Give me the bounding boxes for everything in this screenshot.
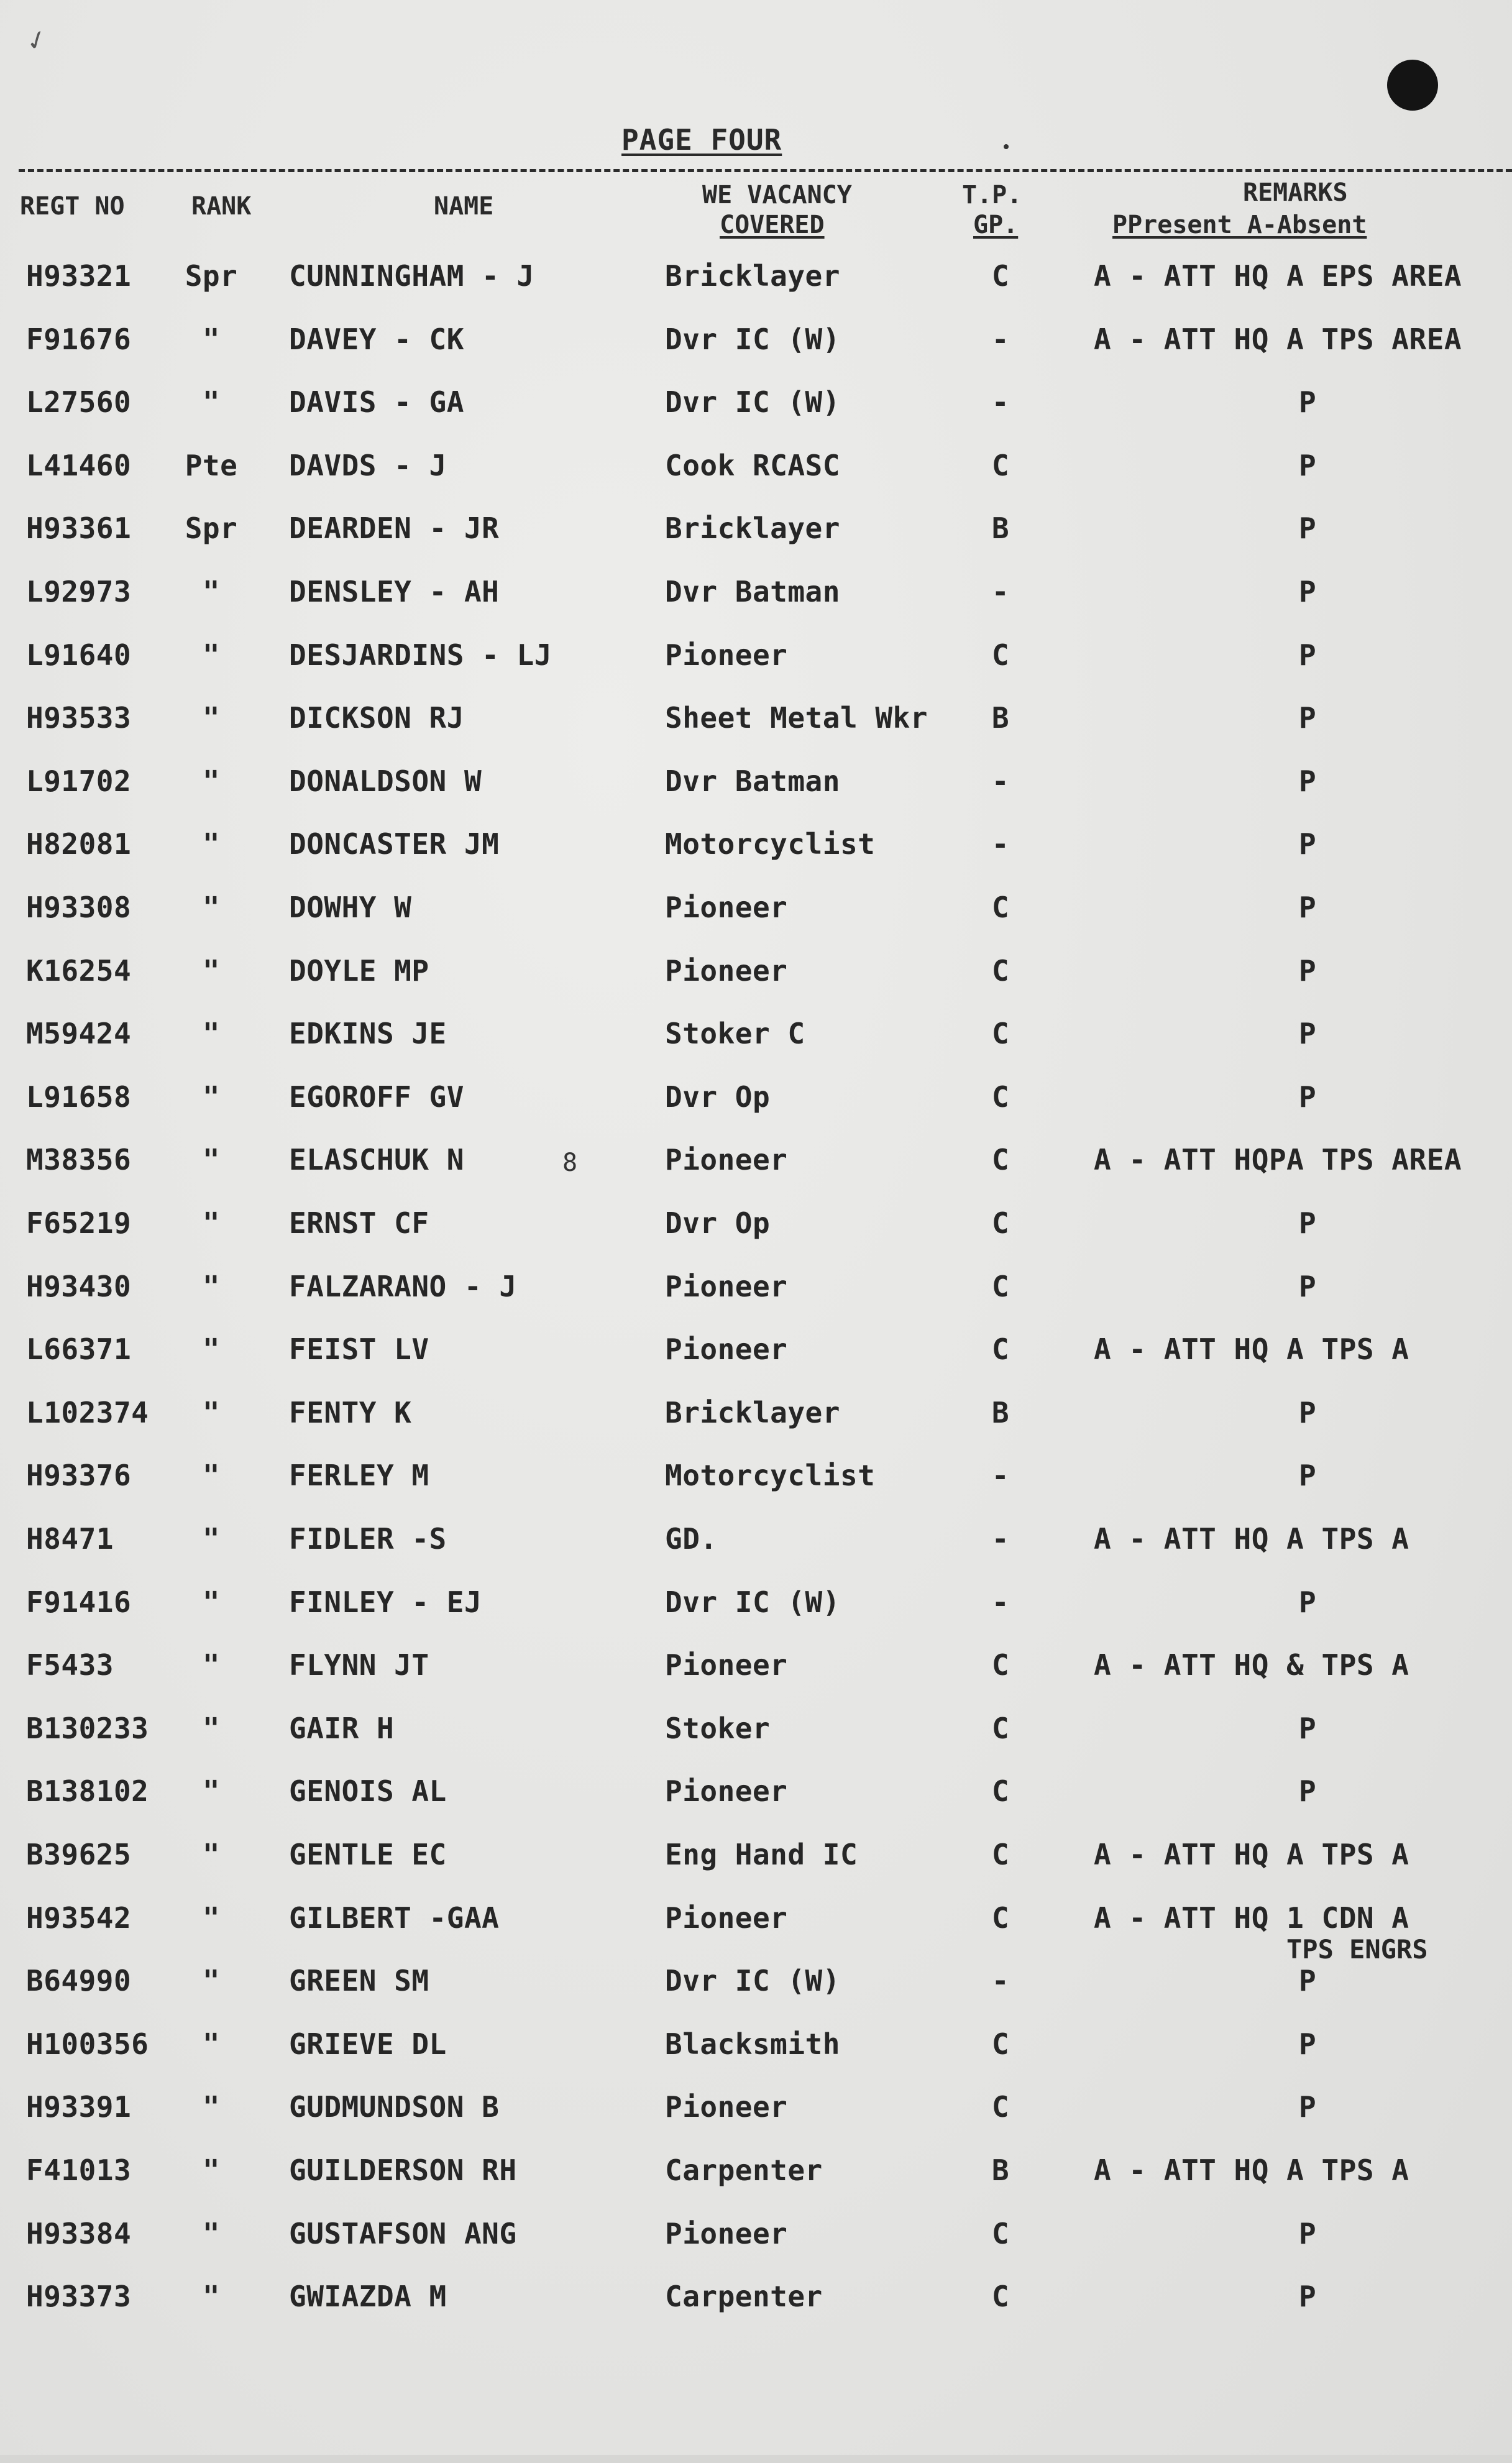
- table-row: [0, 1584, 1512, 1621]
- tp-group-cell: C: [991, 1774, 1010, 1808]
- vacancy-cell: Pioneer: [665, 1143, 788, 1176]
- remarks-cell: P: [1299, 701, 1317, 735]
- tp-group-cell: -: [991, 1585, 1010, 1619]
- rank-cell: Pte: [185, 449, 238, 482]
- header-name: NAME: [434, 192, 494, 221]
- rank-cell: ": [202, 1901, 221, 1935]
- table-row: [0, 1394, 1512, 1431]
- tp-group-cell: -: [991, 1459, 1010, 1492]
- name-cell: CUNNINGHAM - J: [289, 259, 534, 293]
- regt-no-cell: B64990: [26, 1964, 132, 1997]
- tp-group-cell: B: [991, 511, 1010, 545]
- table-row: [0, 321, 1512, 358]
- tp-group-cell: C: [991, 2090, 1010, 2124]
- table-row: [0, 952, 1512, 989]
- remarks-cell: P: [1299, 1270, 1317, 1303]
- vacancy-cell: Cook RCASC: [665, 449, 840, 482]
- table-row: [0, 383, 1512, 421]
- remarks-cell: A - ATT HQ & TPS A: [1094, 1648, 1409, 1682]
- table-row: [0, 1141, 1512, 1178]
- vacancy-cell: Motorcyclist: [665, 1459, 876, 1492]
- remarks-subline: TPS ENGRS: [1286, 1934, 1428, 1965]
- regt-no-cell: F65219: [26, 1206, 132, 1240]
- tp-group-cell: B: [991, 701, 1010, 735]
- rank-cell: ": [202, 827, 221, 861]
- header-vacancy-line1: WE VACANCY: [702, 181, 852, 209]
- rank-cell: ": [202, 1838, 221, 1871]
- regt-no-cell: H93542: [26, 1901, 132, 1935]
- table-row: [0, 1268, 1512, 1305]
- vacancy-cell: Pioneer: [665, 638, 788, 672]
- rank-cell: ": [202, 638, 221, 672]
- punch-hole: [1387, 60, 1438, 111]
- tp-group-cell: C: [991, 449, 1010, 482]
- name-cell: GWIAZDA M: [289, 2280, 447, 2313]
- remarks-cell: A - ATT HQ A TPS A: [1094, 1332, 1409, 1366]
- remarks-cell: A - ATT HQ A EPS AREA: [1094, 259, 1462, 293]
- regt-no-cell: H93391: [26, 2090, 132, 2124]
- remarks-cell: P: [1299, 1964, 1317, 1997]
- rank-cell: ": [202, 1648, 221, 1682]
- vacancy-cell: Dvr IC (W): [665, 385, 840, 419]
- remarks-cell: A - ATT HQPA TPS AREA: [1094, 1143, 1462, 1176]
- tp-group-cell: C: [991, 1270, 1010, 1303]
- rank-cell: Spr: [185, 259, 238, 293]
- tp-group-cell: C: [991, 1838, 1010, 1871]
- table-row: [0, 1015, 1512, 1052]
- stray-mark: 8: [562, 1149, 578, 1177]
- regt-no-cell: H93321: [26, 259, 132, 293]
- vacancy-cell: Eng Hand IC: [665, 1838, 858, 1871]
- remarks-cell: P: [1299, 827, 1317, 861]
- tp-group-cell: -: [991, 1522, 1010, 1556]
- rank-cell: ": [202, 1270, 221, 1303]
- table-row: [0, 1646, 1512, 1684]
- name-cell: GUILDERSON RH: [289, 2153, 517, 2187]
- rank-cell: ": [202, 385, 221, 419]
- rank-cell: ": [202, 1206, 221, 1240]
- regt-no-cell: B138102: [26, 1774, 149, 1808]
- table-row: [0, 2088, 1512, 2126]
- name-cell: DESJARDINS - LJ: [289, 638, 552, 672]
- remarks-cell: P: [1299, 2090, 1317, 2124]
- vacancy-cell: Blacksmith: [665, 2027, 840, 2061]
- remarks-cell: A - ATT HQ A TPS AREA: [1094, 323, 1462, 356]
- regt-no-cell: H8471: [26, 1522, 114, 1556]
- tp-group-cell: C: [991, 2280, 1010, 2313]
- name-cell: DEARDEN - JR: [289, 511, 500, 545]
- name-cell: FERLEY M: [289, 1459, 429, 1492]
- page-edge: [0, 2455, 1512, 2463]
- name-cell: DAVEY - CK: [289, 323, 464, 356]
- name-cell: GILBERT -GAA: [289, 1901, 500, 1935]
- tp-group-cell: C: [991, 1080, 1010, 1114]
- table-row: [0, 825, 1512, 863]
- regt-no-cell: H100356: [26, 2027, 149, 2061]
- table-row: [0, 1899, 1512, 1965]
- vacancy-cell: Pioneer: [665, 891, 788, 924]
- rank-cell: ": [202, 2153, 221, 2187]
- tp-group-cell: C: [991, 1206, 1010, 1240]
- tp-group-cell: -: [991, 323, 1010, 356]
- remarks-cell: P: [1299, 575, 1317, 608]
- rank-cell: ": [202, 1712, 221, 1745]
- rank-cell: ": [202, 1080, 221, 1114]
- vacancy-cell: Stoker C: [665, 1017, 805, 1050]
- vacancy-cell: Bricklayer: [665, 1396, 840, 1429]
- vacancy-cell: Carpenter: [665, 2280, 823, 2313]
- name-cell: GUSTAFSON ANG: [289, 2217, 517, 2250]
- remarks-cell: A - ATT HQ A TPS A: [1094, 2153, 1409, 2187]
- name-cell: FENTY K: [289, 1396, 412, 1429]
- vacancy-cell: Pioneer: [665, 954, 788, 988]
- name-cell: DENSLEY - AH: [289, 575, 500, 608]
- rank-cell: ": [202, 891, 221, 924]
- header-vacancy-line2: COVERED: [720, 211, 825, 239]
- regt-no-cell: F91676: [26, 323, 132, 356]
- regt-no-cell: B130233: [26, 1712, 149, 1745]
- remarks-cell: A - ATT HQ 1 CDN A: [1094, 1901, 1409, 1935]
- vacancy-cell: Dvr IC (W): [665, 1585, 840, 1619]
- regt-no-cell: L66371: [26, 1332, 132, 1366]
- remarks-cell: P: [1299, 2217, 1317, 2250]
- check-mark-icon: ✓: [22, 20, 51, 60]
- tp-group-cell: C: [991, 1648, 1010, 1682]
- table-row: [0, 1204, 1512, 1242]
- page-title: PAGE FOUR: [621, 123, 782, 157]
- table-row: [0, 889, 1512, 926]
- vacancy-cell: Motorcyclist: [665, 827, 876, 861]
- remarks-cell: P: [1299, 638, 1317, 672]
- vacancy-cell: Pioneer: [665, 1901, 788, 1935]
- name-cell: DONALDSON W: [289, 764, 482, 798]
- regt-no-cell: F41013: [26, 2153, 132, 2187]
- table-row: [0, 1773, 1512, 1810]
- tp-group-cell: -: [991, 764, 1010, 798]
- name-cell: EGOROFF GV: [289, 1080, 464, 1114]
- name-cell: DAVIS - GA: [289, 385, 464, 419]
- name-cell: DICKSON RJ: [289, 701, 464, 735]
- tp-group-cell: -: [991, 385, 1010, 419]
- table-row: [0, 1520, 1512, 1557]
- tp-group-cell: C: [991, 2027, 1010, 2061]
- vacancy-cell: GD.: [665, 1522, 718, 1556]
- vacancy-cell: Bricklayer: [665, 259, 840, 293]
- tp-group-cell: C: [991, 954, 1010, 988]
- regt-no-cell: K16254: [26, 954, 132, 988]
- tp-group-cell: C: [991, 638, 1010, 672]
- name-cell: DOWHY W: [289, 891, 412, 924]
- regt-no-cell: M38356: [26, 1143, 132, 1176]
- tp-group-cell: C: [991, 2217, 1010, 2250]
- regt-no-cell: H93373: [26, 2280, 132, 2313]
- table-row: [0, 257, 1512, 295]
- tp-group-cell: -: [991, 1964, 1010, 1997]
- remarks-cell: P: [1299, 449, 1317, 482]
- remarks-cell: P: [1299, 511, 1317, 545]
- rank-cell: ": [202, 1332, 221, 1366]
- regt-no-cell: H93361: [26, 511, 132, 545]
- rank-cell: ": [202, 1522, 221, 1556]
- name-cell: DOYLE MP: [289, 954, 429, 988]
- tp-group-cell: C: [991, 1332, 1010, 1366]
- name-cell: GENOIS AL: [289, 1774, 447, 1808]
- vacancy-cell: Pioneer: [665, 2090, 788, 2124]
- vacancy-cell: Pioneer: [665, 2217, 788, 2250]
- table-row: [0, 1078, 1512, 1116]
- table-row: [0, 1457, 1512, 1494]
- regt-no-cell: H82081: [26, 827, 132, 861]
- vacancy-cell: Dvr IC (W): [665, 1964, 840, 1997]
- table-row: [0, 1710, 1512, 1747]
- name-cell: ERNST CF: [289, 1206, 429, 1240]
- table-row: [0, 1331, 1512, 1368]
- rank-cell: ": [202, 1396, 221, 1429]
- remarks-cell: P: [1299, 1017, 1317, 1050]
- regt-no-cell: L92973: [26, 575, 132, 608]
- name-cell: FALZARANO - J: [289, 1270, 517, 1303]
- vacancy-cell: Pioneer: [665, 1648, 788, 1682]
- rank-cell: ": [202, 2090, 221, 2124]
- table-row: [0, 2278, 1512, 2315]
- regt-no-cell: H93308: [26, 891, 132, 924]
- header-dashed-rule: [19, 169, 1512, 172]
- remarks-cell: P: [1299, 891, 1317, 924]
- regt-no-cell: L91640: [26, 638, 132, 672]
- remarks-cell: A - ATT HQ A TPS A: [1094, 1838, 1409, 1871]
- header-remarks-line1: REMARKS: [1243, 178, 1348, 207]
- regt-no-cell: L27560: [26, 385, 132, 419]
- vacancy-cell: Bricklayer: [665, 511, 840, 545]
- remarks-cell: P: [1299, 385, 1317, 419]
- regt-no-cell: H93533: [26, 701, 132, 735]
- header-tp-line1: T.P.: [962, 181, 1022, 209]
- regt-no-cell: M59424: [26, 1017, 132, 1050]
- regt-no-cell: L91658: [26, 1080, 132, 1114]
- vacancy-cell: Dvr Batman: [665, 575, 840, 608]
- regt-no-cell: L91702: [26, 764, 132, 798]
- vacancy-cell: Pioneer: [665, 1332, 788, 1366]
- rank-cell: ": [202, 701, 221, 735]
- tp-group-cell: -: [991, 575, 1010, 608]
- name-cell: GREEN SM: [289, 1964, 429, 1997]
- rank-cell: ": [202, 1017, 221, 1050]
- name-cell: FLYNN JT: [289, 1648, 429, 1682]
- name-cell: ELASCHUK N: [289, 1143, 464, 1176]
- remarks-cell: P: [1299, 954, 1317, 988]
- tp-group-cell: B: [991, 1396, 1010, 1429]
- name-cell: FIDLER -S: [289, 1522, 447, 1556]
- rank-cell: Spr: [185, 511, 238, 545]
- vacancy-cell: Sheet Metal Wkr: [665, 701, 928, 735]
- remarks-cell: P: [1299, 1585, 1317, 1619]
- remarks-cell: P: [1299, 1396, 1317, 1429]
- remarks-cell: P: [1299, 1712, 1317, 1745]
- ink-dot: [1004, 144, 1009, 149]
- table-row: [0, 2152, 1512, 2189]
- remarks-cell: P: [1299, 1459, 1317, 1492]
- tp-group-cell: C: [991, 891, 1010, 924]
- tp-group-cell: C: [991, 1143, 1010, 1176]
- regt-no-cell: H93430: [26, 1270, 132, 1303]
- table-row: [0, 636, 1512, 674]
- rank-cell: ": [202, 2280, 221, 2313]
- rank-cell: ": [202, 1585, 221, 1619]
- vacancy-cell: Dvr Op: [665, 1206, 771, 1240]
- vacancy-cell: Pioneer: [665, 1774, 788, 1808]
- regt-no-cell: H93384: [26, 2217, 132, 2250]
- header-tp-line2: GP.: [973, 211, 1019, 239]
- name-cell: GENTLE EC: [289, 1838, 447, 1871]
- name-cell: FEIST LV: [289, 1332, 429, 1366]
- vacancy-cell: Carpenter: [665, 2153, 823, 2187]
- tp-group-cell: B: [991, 2153, 1010, 2187]
- remarks-cell: A - ATT HQ A TPS A: [1094, 1522, 1409, 1556]
- table-row: [0, 510, 1512, 547]
- rank-cell: ": [202, 2217, 221, 2250]
- tp-group-cell: -: [991, 827, 1010, 861]
- rank-cell: ": [202, 1774, 221, 1808]
- rank-cell: ": [202, 575, 221, 608]
- table-row: [0, 573, 1512, 610]
- table-row: [0, 763, 1512, 800]
- regt-no-cell: L41460: [26, 449, 132, 482]
- remarks-cell: P: [1299, 1774, 1317, 1808]
- rank-cell: ": [202, 1459, 221, 1492]
- rank-cell: ": [202, 954, 221, 988]
- table-row: [0, 447, 1512, 484]
- rank-cell: ": [202, 323, 221, 356]
- remarks-cell: P: [1299, 2027, 1317, 2061]
- header-rank: RANK: [191, 192, 252, 221]
- name-cell: DONCASTER JM: [289, 827, 500, 861]
- name-cell: GAIR H: [289, 1712, 395, 1745]
- regt-no-cell: H93376: [26, 1459, 132, 1492]
- vacancy-cell: Dvr IC (W): [665, 323, 840, 356]
- rank-cell: ": [202, 764, 221, 798]
- table-row: [0, 1836, 1512, 1873]
- table-row: [0, 2215, 1512, 2252]
- header-regt-no: REGT NO: [20, 192, 125, 221]
- regt-no-cell: F91416: [26, 1585, 132, 1619]
- regt-no-cell: L102374: [26, 1396, 149, 1429]
- remarks-cell: P: [1299, 1080, 1317, 1114]
- tp-group-cell: C: [991, 259, 1010, 293]
- rank-cell: ": [202, 2027, 221, 2061]
- name-cell: EDKINS JE: [289, 1017, 447, 1050]
- rank-cell: ": [202, 1964, 221, 1997]
- vacancy-cell: Dvr Batman: [665, 764, 840, 798]
- tp-group-cell: C: [991, 1712, 1010, 1745]
- table-row: [0, 2025, 1512, 2063]
- header-remarks-line2: PPresent A-Absent: [1112, 211, 1367, 239]
- table-row: [0, 699, 1512, 736]
- name-cell: GUDMUNDSON B: [289, 2090, 500, 2124]
- vacancy-cell: Stoker: [665, 1712, 771, 1745]
- tp-group-cell: C: [991, 1017, 1010, 1050]
- remarks-cell: P: [1299, 764, 1317, 798]
- vacancy-cell: Dvr Op: [665, 1080, 771, 1114]
- name-cell: GRIEVE DL: [289, 2027, 447, 2061]
- vacancy-cell: Pioneer: [665, 1270, 788, 1303]
- name-cell: DAVDS - J: [289, 449, 447, 482]
- regt-no-cell: B39625: [26, 1838, 132, 1871]
- tp-group-cell: C: [991, 1901, 1010, 1935]
- name-cell: FINLEY - EJ: [289, 1585, 482, 1619]
- remarks-cell: P: [1299, 2280, 1317, 2313]
- table-row: [0, 1962, 1512, 1999]
- regt-no-cell: F5433: [26, 1648, 114, 1682]
- rank-cell: ": [202, 1143, 221, 1176]
- remarks-cell: P: [1299, 1206, 1317, 1240]
